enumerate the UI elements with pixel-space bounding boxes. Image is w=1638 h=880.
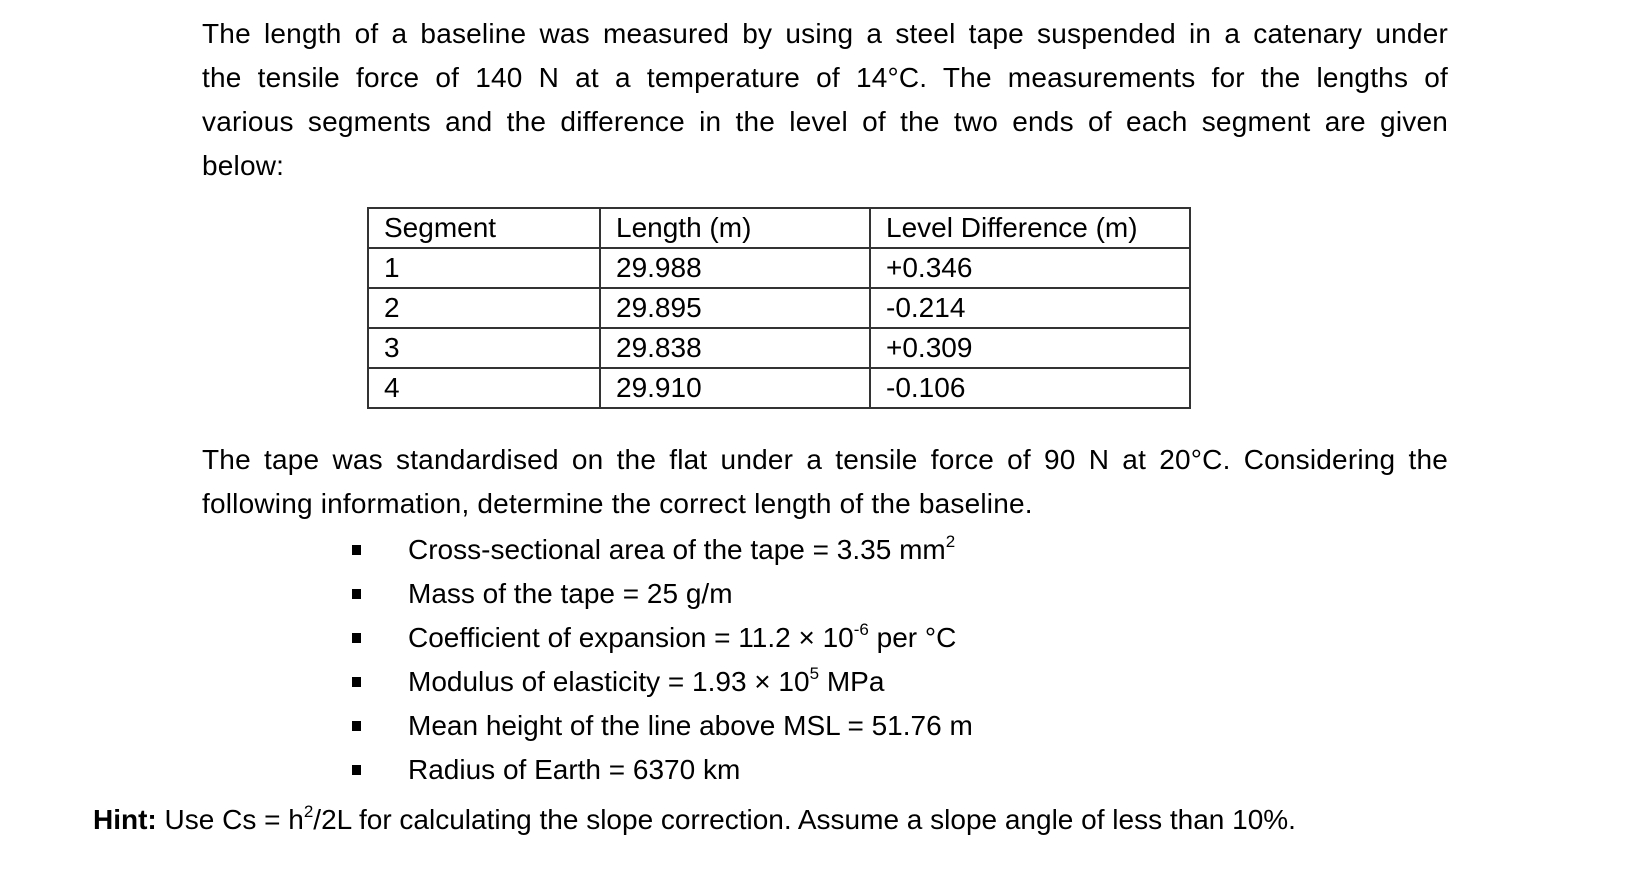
item-text: Radius of Earth = 6370 km: [408, 754, 741, 785]
intro-line: The length of a baseline was measured by using a steel tape suspended in a catenary under: [202, 18, 1448, 49]
table-header-cell: Segment: [368, 208, 600, 248]
table-cell: 4: [368, 368, 600, 408]
item-text: Mean height of the line above MSL = 51.76 m: [408, 710, 973, 741]
hint-text-pre: Use Cs = h: [156, 804, 304, 835]
item-text: Modulus of elasticity = 1.93 × 10: [408, 666, 810, 697]
table-cell: 29.910: [600, 368, 870, 408]
hint-label: Hint:: [93, 804, 157, 835]
second-line: following information, determine the correct length of the baseline.: [202, 488, 1033, 519]
table-cell: 29.895: [600, 288, 870, 328]
table-cell: +0.309: [870, 328, 1190, 368]
square-bullet-icon: [352, 677, 361, 687]
segment-table: [367, 207, 1191, 409]
table-row: [368, 288, 1190, 328]
second-paragraph: [202, 438, 1448, 526]
table-cell: -0.106: [870, 368, 1190, 408]
item-text: Mass of the tape = 25 g/m: [408, 578, 733, 609]
table-row: [368, 248, 1190, 288]
table-cell: +0.346: [870, 248, 1190, 288]
hint-line: [93, 798, 1296, 842]
square-bullet-icon: [352, 589, 361, 599]
hint-text-post: /2L for calculating the slope correction. Assume a slope angle of less than 10%.: [313, 804, 1296, 835]
intro-line: below:: [202, 150, 285, 181]
table-row: [368, 328, 1190, 368]
table-header-row: [368, 208, 1190, 248]
hint-superscript: 2: [303, 801, 314, 821]
table-cell: 2: [368, 288, 600, 328]
table-cell: 29.988: [600, 248, 870, 288]
table-cell: 1: [368, 248, 600, 288]
square-bullet-icon: [352, 633, 361, 643]
item-superscript: 5: [809, 663, 820, 683]
item-suffix: per °C: [868, 622, 957, 653]
item-superscript: 2: [945, 531, 956, 551]
square-bullet-icon: [352, 545, 361, 555]
second-line: The tape was standardised on the flat under a tensile force of 90 N at 20°C. Considering the: [202, 444, 1448, 475]
table-row: [368, 368, 1190, 408]
table-header-cell: Length (m): [600, 208, 870, 248]
square-bullet-icon: [352, 721, 361, 731]
intro-paragraph: [202, 12, 1448, 188]
square-bullet-icon: [352, 765, 361, 775]
item-text: Cross-sectional area of the tape = 3.35 mm: [408, 534, 946, 565]
table-cell: 29.838: [600, 328, 870, 368]
table-cell: -0.214: [870, 288, 1190, 328]
item-suffix: MPa: [819, 666, 885, 697]
intro-line: the tensile force of 140 N at a temperature of 14°C. The measurements for the lengths of: [202, 62, 1448, 93]
intro-line: various segments and the difference in the level of the two ends of each segment are given: [202, 106, 1448, 137]
item-text: Coefficient of expansion = 11.2 × 10: [408, 622, 854, 653]
item-superscript: -6: [853, 619, 869, 639]
table-cell: 3: [368, 328, 600, 368]
table-header-cell: Level Difference (m): [870, 208, 1190, 248]
